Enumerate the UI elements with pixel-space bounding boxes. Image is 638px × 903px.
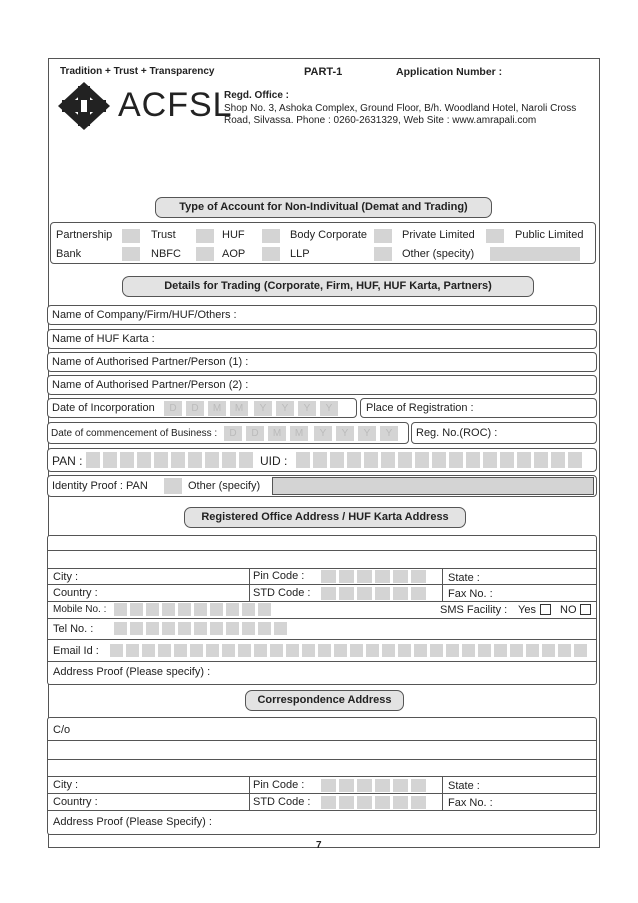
email-cell[interactable] [238, 644, 251, 657]
divider [47, 759, 597, 760]
regd-office-line2: Road, Silvassa. Phone : 0260-2631329, Web Site : www.amrapali.com [224, 115, 537, 126]
divider [249, 776, 250, 810]
uid-cell[interactable] [483, 452, 497, 468]
divider [47, 776, 597, 777]
date-cell[interactable]: M [230, 401, 248, 416]
identity-other-label: Other (specify) [188, 480, 261, 492]
uid-cell[interactable] [466, 452, 480, 468]
sms-no-checkbox[interactable] [580, 604, 591, 615]
pin-cell[interactable] [411, 570, 426, 583]
uid-cell[interactable] [449, 452, 463, 468]
email-cell[interactable] [414, 644, 427, 657]
checkbox-body-corporate[interactable] [374, 229, 392, 243]
tel-label: Tel No. : [53, 623, 94, 635]
logo-text: ACFSL [118, 86, 233, 124]
uid-cell[interactable] [568, 452, 582, 468]
reg-no-label: Reg. No.(ROC) : [416, 427, 498, 439]
pin-code-label: Pin Code : [253, 570, 305, 582]
divider [442, 568, 443, 601]
std-cell[interactable] [357, 796, 372, 809]
std-cell[interactable] [321, 796, 336, 809]
mobile-cell[interactable] [146, 603, 159, 616]
pin-cell[interactable] [357, 570, 372, 583]
tel-cell[interactable] [130, 622, 143, 635]
partner2-label: Name of Authorised Partner/Person (2) : [52, 379, 249, 391]
correspondence-address-line[interactable] [50, 743, 594, 755]
email-cell[interactable] [510, 644, 523, 657]
identity-other-field[interactable] [272, 477, 594, 495]
email-cell[interactable] [110, 644, 123, 657]
checkbox-huf[interactable] [262, 229, 280, 243]
account-type-trust: Trust [151, 229, 176, 241]
other-specify-field[interactable] [490, 247, 580, 261]
divider [47, 661, 597, 662]
identity-proof-label: Identity Proof : PAN [52, 480, 148, 492]
tel-cell[interactable] [226, 622, 239, 635]
email-cell[interactable] [222, 644, 235, 657]
email-cell[interactable] [462, 644, 475, 657]
divider [47, 550, 597, 551]
checkbox-identity-pan[interactable] [164, 478, 182, 494]
mobile-cell[interactable] [130, 603, 143, 616]
email-cell[interactable] [366, 644, 379, 657]
pan-cell[interactable] [86, 452, 100, 468]
pin-cell[interactable] [393, 779, 408, 792]
fax-label: Fax No. : [448, 588, 493, 600]
pan-cell[interactable] [222, 452, 236, 468]
pan-cell[interactable] [205, 452, 219, 468]
mobile-cell[interactable] [226, 603, 239, 616]
email-cell[interactable] [286, 644, 299, 657]
mobile-cell[interactable] [210, 603, 223, 616]
checkbox-trust[interactable] [196, 229, 214, 243]
tel-cell[interactable] [194, 622, 207, 635]
date-cell[interactable]: Y [358, 426, 376, 441]
date-cell[interactable]: Y [314, 426, 332, 441]
application-number-label: Application Number : [396, 66, 503, 78]
account-type-body-corporate: Body Corporate [290, 229, 368, 241]
acfsl-logo-icon [56, 80, 112, 132]
divider [47, 601, 597, 602]
pan-cell[interactable] [154, 452, 168, 468]
regd-office-line1: Shop No. 3, Ashoka Complex, Ground Floor, B/h. Woodland Hotel, Naroli Cross [224, 102, 577, 114]
pan-cell[interactable] [239, 452, 253, 468]
divider [249, 568, 250, 601]
checkbox-bank[interactable] [122, 247, 140, 261]
uid-cell[interactable] [432, 452, 446, 468]
page-number: 7 [316, 840, 322, 851]
account-type-aop: AOP [222, 248, 246, 260]
date-cell[interactable]: Y [276, 401, 294, 416]
checkbox-llp[interactable] [374, 247, 392, 261]
email-cell[interactable] [558, 644, 571, 657]
uid-cell[interactable] [500, 452, 514, 468]
std-cell[interactable] [375, 796, 390, 809]
email-cell[interactable] [158, 644, 171, 657]
uid-cell[interactable] [296, 452, 310, 468]
mobile-cell[interactable] [194, 603, 207, 616]
tel-cell[interactable] [114, 622, 127, 635]
divider [47, 584, 597, 585]
place-of-registration-label: Place of Registration : [366, 402, 474, 414]
date-cell[interactable]: M [268, 426, 286, 441]
divider [47, 618, 597, 619]
uid-cell[interactable] [517, 452, 531, 468]
regd-office-label: Regd. Office : [224, 90, 290, 101]
tel-cell[interactable] [274, 622, 287, 635]
uid-cell[interactable] [381, 452, 395, 468]
pan-cell[interactable] [120, 452, 134, 468]
mobile-cell[interactable] [114, 603, 127, 616]
email-cell[interactable] [270, 644, 283, 657]
account-type-other: Other (specity) [402, 248, 475, 260]
email-cell[interactable] [126, 644, 139, 657]
mobile-cell[interactable] [178, 603, 191, 616]
std-code-label: STD Code : [253, 587, 311, 599]
std-cell[interactable] [393, 587, 408, 600]
part-label: PART-1 [304, 66, 343, 78]
divider [442, 776, 443, 810]
email-label: Email Id : [53, 645, 99, 657]
std-cell[interactable] [375, 587, 390, 600]
account-type-bank: Bank [56, 248, 82, 260]
email-cell[interactable] [494, 644, 507, 657]
corr-std-code-label: STD Code : [253, 796, 311, 808]
pan-label: PAN : [52, 454, 83, 468]
email-cell[interactable] [382, 644, 395, 657]
email-cell[interactable] [574, 644, 587, 657]
correspondence-title: Correspondence Address [245, 690, 404, 711]
date-cell[interactable]: Y [380, 426, 398, 441]
date-cell[interactable]: Y [254, 401, 272, 416]
date-cell[interactable]: Y [320, 401, 338, 416]
state-label: State : [448, 572, 480, 584]
huf-karta-label: Name of HUF Karta : [52, 333, 155, 345]
std-cell[interactable] [339, 587, 354, 600]
mobile-cell[interactable] [242, 603, 255, 616]
email-cell[interactable] [334, 644, 347, 657]
city-label: City : [53, 571, 79, 583]
date-cell[interactable]: D [164, 401, 182, 416]
email-cell[interactable] [206, 644, 219, 657]
std-cell[interactable] [393, 796, 408, 809]
pin-cell[interactable] [321, 570, 336, 583]
checkbox-partnership[interactable] [122, 229, 140, 243]
uid-label: UID : [260, 454, 288, 468]
tel-cell[interactable] [258, 622, 271, 635]
email-cell[interactable] [430, 644, 443, 657]
email-cell[interactable] [302, 644, 315, 657]
checkbox-private-limited[interactable] [486, 229, 504, 243]
account-type-nbfc: NBFC [151, 248, 181, 260]
date-cell[interactable]: M [290, 426, 308, 441]
sms-facility-label: SMS Facility : [440, 604, 508, 616]
mobile-cell[interactable] [258, 603, 271, 616]
date-cell[interactable]: D [246, 426, 264, 441]
std-cell[interactable] [339, 796, 354, 809]
account-type-llp: LLP [290, 248, 310, 260]
commencement-label: Date of commencement of Business : [51, 428, 218, 439]
pin-cell[interactable] [375, 570, 390, 583]
email-cell[interactable] [174, 644, 187, 657]
registered-address-title: Registered Office Address / HUF Karta Address [184, 507, 466, 528]
partner1-label: Name of Authorised Partner/Person (1) : [52, 356, 249, 368]
divider [47, 639, 597, 640]
trading-details-title: Details for Trading (Corporate, Firm, HUF, HUF Karta, Partners) [122, 276, 534, 297]
address-line-1[interactable] [50, 540, 594, 548]
pin-cell[interactable] [393, 570, 408, 583]
tagline: Tradition + Trust + Transparency [60, 66, 215, 77]
pin-cell[interactable] [339, 779, 354, 792]
uid-cell[interactable] [415, 452, 429, 468]
date-cell[interactable]: D [186, 401, 204, 416]
uid-cell[interactable] [347, 452, 361, 468]
email-cell[interactable] [398, 644, 411, 657]
tel-cell[interactable] [210, 622, 223, 635]
pin-cell[interactable] [375, 779, 390, 792]
pin-cell[interactable] [411, 779, 426, 792]
account-type-huf: HUF [222, 229, 245, 241]
corr-pin-code-label: Pin Code : [253, 779, 305, 791]
date-cell[interactable]: M [208, 401, 226, 416]
email-cell[interactable] [478, 644, 491, 657]
pin-cell[interactable] [339, 570, 354, 583]
uid-cell[interactable] [398, 452, 412, 468]
uid-cell[interactable] [313, 452, 327, 468]
tel-cell[interactable] [146, 622, 159, 635]
date-cell[interactable]: Y [336, 426, 354, 441]
mobile-cell[interactable] [162, 603, 175, 616]
checkbox-aop[interactable] [262, 247, 280, 261]
divider [47, 740, 597, 741]
divider [47, 568, 597, 569]
email-cell[interactable] [446, 644, 459, 657]
account-type-partnership: Partnership [56, 229, 113, 241]
sms-yes-checkbox[interactable] [540, 604, 551, 615]
pan-cell[interactable] [171, 452, 185, 468]
uid-cell[interactable] [330, 452, 344, 468]
sms-no-label: NO [560, 604, 577, 616]
email-cell[interactable] [542, 644, 555, 657]
account-type-title: Type of Account for Non-Indivitual (Demat and Trading) [155, 197, 492, 218]
date-cell[interactable]: D [224, 426, 242, 441]
tel-cell[interactable] [162, 622, 175, 635]
corr-city-label: City : [53, 779, 79, 791]
pan-cell[interactable] [103, 452, 117, 468]
email-cell[interactable] [190, 644, 203, 657]
tel-cell[interactable] [242, 622, 255, 635]
account-type-public-limited: Public Limited [515, 229, 584, 241]
address-proof-label: Address Proof (Please specify) : [53, 666, 211, 678]
regd-office [224, 90, 614, 128]
corr-country-label: Country : [53, 796, 98, 808]
std-cell[interactable] [357, 587, 372, 600]
pan-cell[interactable] [137, 452, 151, 468]
email-cell[interactable] [142, 644, 155, 657]
email-cell[interactable] [318, 644, 331, 657]
account-type-private-limited: Private Limited [402, 229, 475, 241]
co-label: C/o [53, 724, 71, 736]
std-cell[interactable] [411, 587, 426, 600]
std-cell[interactable] [411, 796, 426, 809]
corr-address-proof-label: Address Proof (Please Specify) : [53, 816, 212, 828]
std-cell[interactable] [321, 587, 336, 600]
address-line-2[interactable] [50, 553, 594, 566]
mobile-label: Mobile No. : [53, 604, 107, 615]
incorporation-label: Date of Incorporation [52, 402, 155, 414]
checkbox-nbfc[interactable] [196, 247, 214, 261]
divider [47, 793, 597, 794]
email-cell[interactable] [350, 644, 363, 657]
tel-cell[interactable] [178, 622, 191, 635]
divider [47, 810, 597, 811]
email-cell[interactable] [526, 644, 539, 657]
uid-cell[interactable] [534, 452, 548, 468]
uid-cell[interactable] [551, 452, 565, 468]
corr-state-label: State : [448, 780, 480, 792]
email-cell[interactable] [254, 644, 267, 657]
sms-yes-label: Yes [518, 604, 536, 616]
date-cell[interactable]: Y [298, 401, 316, 416]
uid-cell[interactable] [364, 452, 378, 468]
pin-cell[interactable] [357, 779, 372, 792]
pin-cell[interactable] [321, 779, 336, 792]
country-label: Country : [53, 587, 98, 599]
corr-fax-label: Fax No. : [448, 797, 493, 809]
pan-cell[interactable] [188, 452, 202, 468]
company-name-label: Name of Company/Firm/HUF/Others : [52, 309, 237, 321]
